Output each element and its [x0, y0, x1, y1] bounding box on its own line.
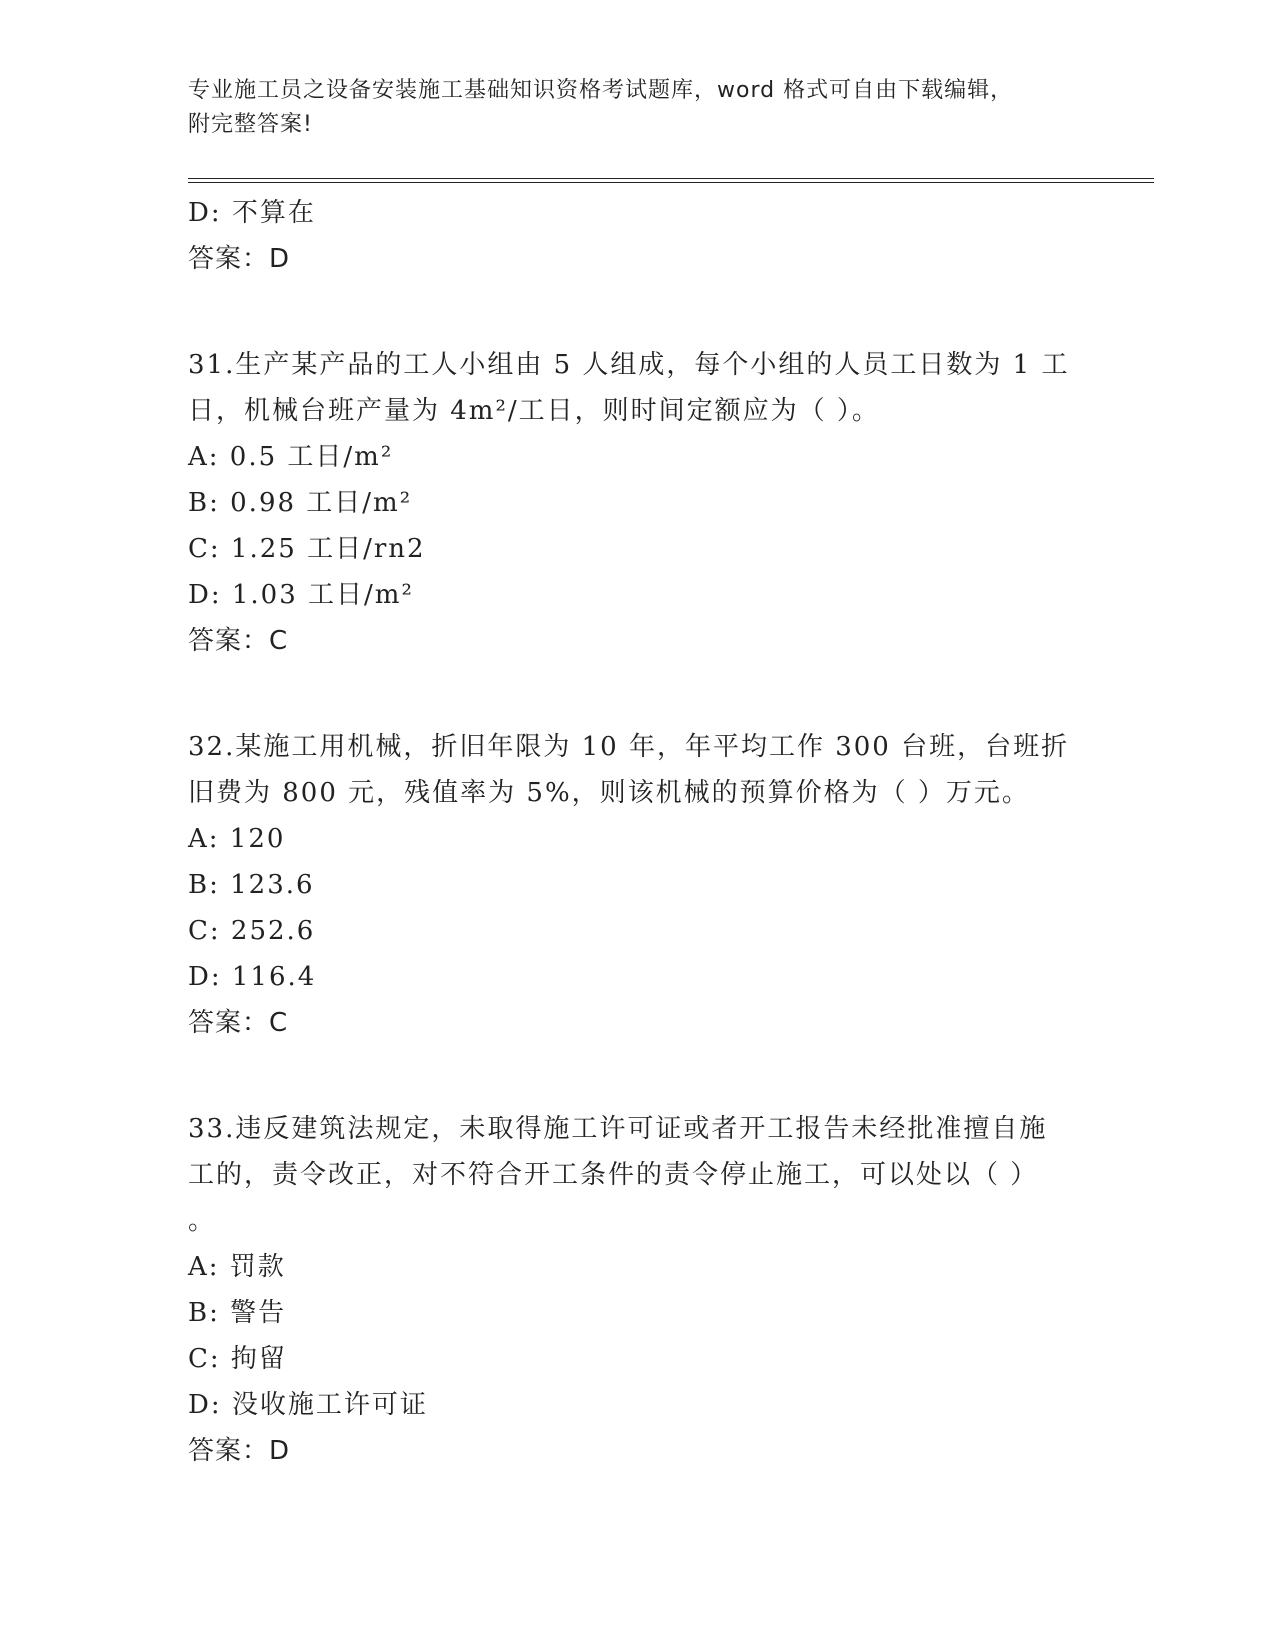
header-divider: [188, 178, 1154, 183]
option-b: B: 123.6: [188, 870, 315, 900]
option-d: D: 116.4: [188, 962, 317, 992]
answer: 答案：C: [188, 1008, 289, 1038]
option-b: B: 警告: [188, 1298, 287, 1328]
header-line-2: 附完整答案!: [188, 112, 313, 137]
header-line-1: 专业施工员之设备安装施工基础知识资格考试题库，word 格式可自由下载编辑，: [188, 78, 1014, 103]
option-c: C: 1.25 工日/rn2: [188, 534, 426, 564]
question-text-line: 旧费为 800 元，残值率为 5%，则该机械的预算价格为（ ）万元。: [188, 778, 1030, 808]
option-c: C: 252.6: [188, 916, 316, 946]
question-text-line: 32.某施工用机械，折旧年限为 10 年，年平均工作 300 台班，台班折: [188, 732, 1070, 762]
question-text-line: 工的，责令改正，对不符合开工条件的责令停止施工，可以处以（ ）: [188, 1160, 1039, 1190]
question-text-line: 31.生产某产品的工人小组由 5 人组成，每个小组的人员工日数为 1 工: [188, 350, 1070, 380]
question-text-line: 。: [188, 1206, 217, 1236]
option-b: B: 0.98 工日/m²: [188, 488, 413, 518]
option-a: A: 120: [188, 824, 286, 854]
question-text-line: 33.违反建筑法规定，未取得施工许可证或者开工报告未经批准擅自施: [188, 1114, 1048, 1144]
question-content: [188, 190, 1088, 1474]
question-32: [188, 724, 1088, 1046]
answer: 答案：C: [188, 626, 289, 656]
option-d: D: 没收施工许可证: [188, 1390, 428, 1420]
option-d: D: 1.03 工日/m²: [188, 580, 414, 610]
option-a: A: 0.5 工日/m²: [188, 442, 394, 472]
answer: 答案：D: [188, 244, 291, 274]
page-header: [188, 74, 1068, 142]
previous-question-tail: [188, 190, 1088, 282]
question-33: [188, 1106, 1088, 1474]
option-a: A: 罚款: [188, 1252, 286, 1282]
question-text-line: 日，机械台班产量为 4m²/工日，则时间定额应为（ ）。: [188, 396, 880, 426]
option-d: D: 不算在: [188, 198, 316, 228]
question-31: [188, 342, 1088, 664]
answer: 答案：D: [188, 1436, 291, 1466]
option-c: C: 拘留: [188, 1344, 287, 1374]
